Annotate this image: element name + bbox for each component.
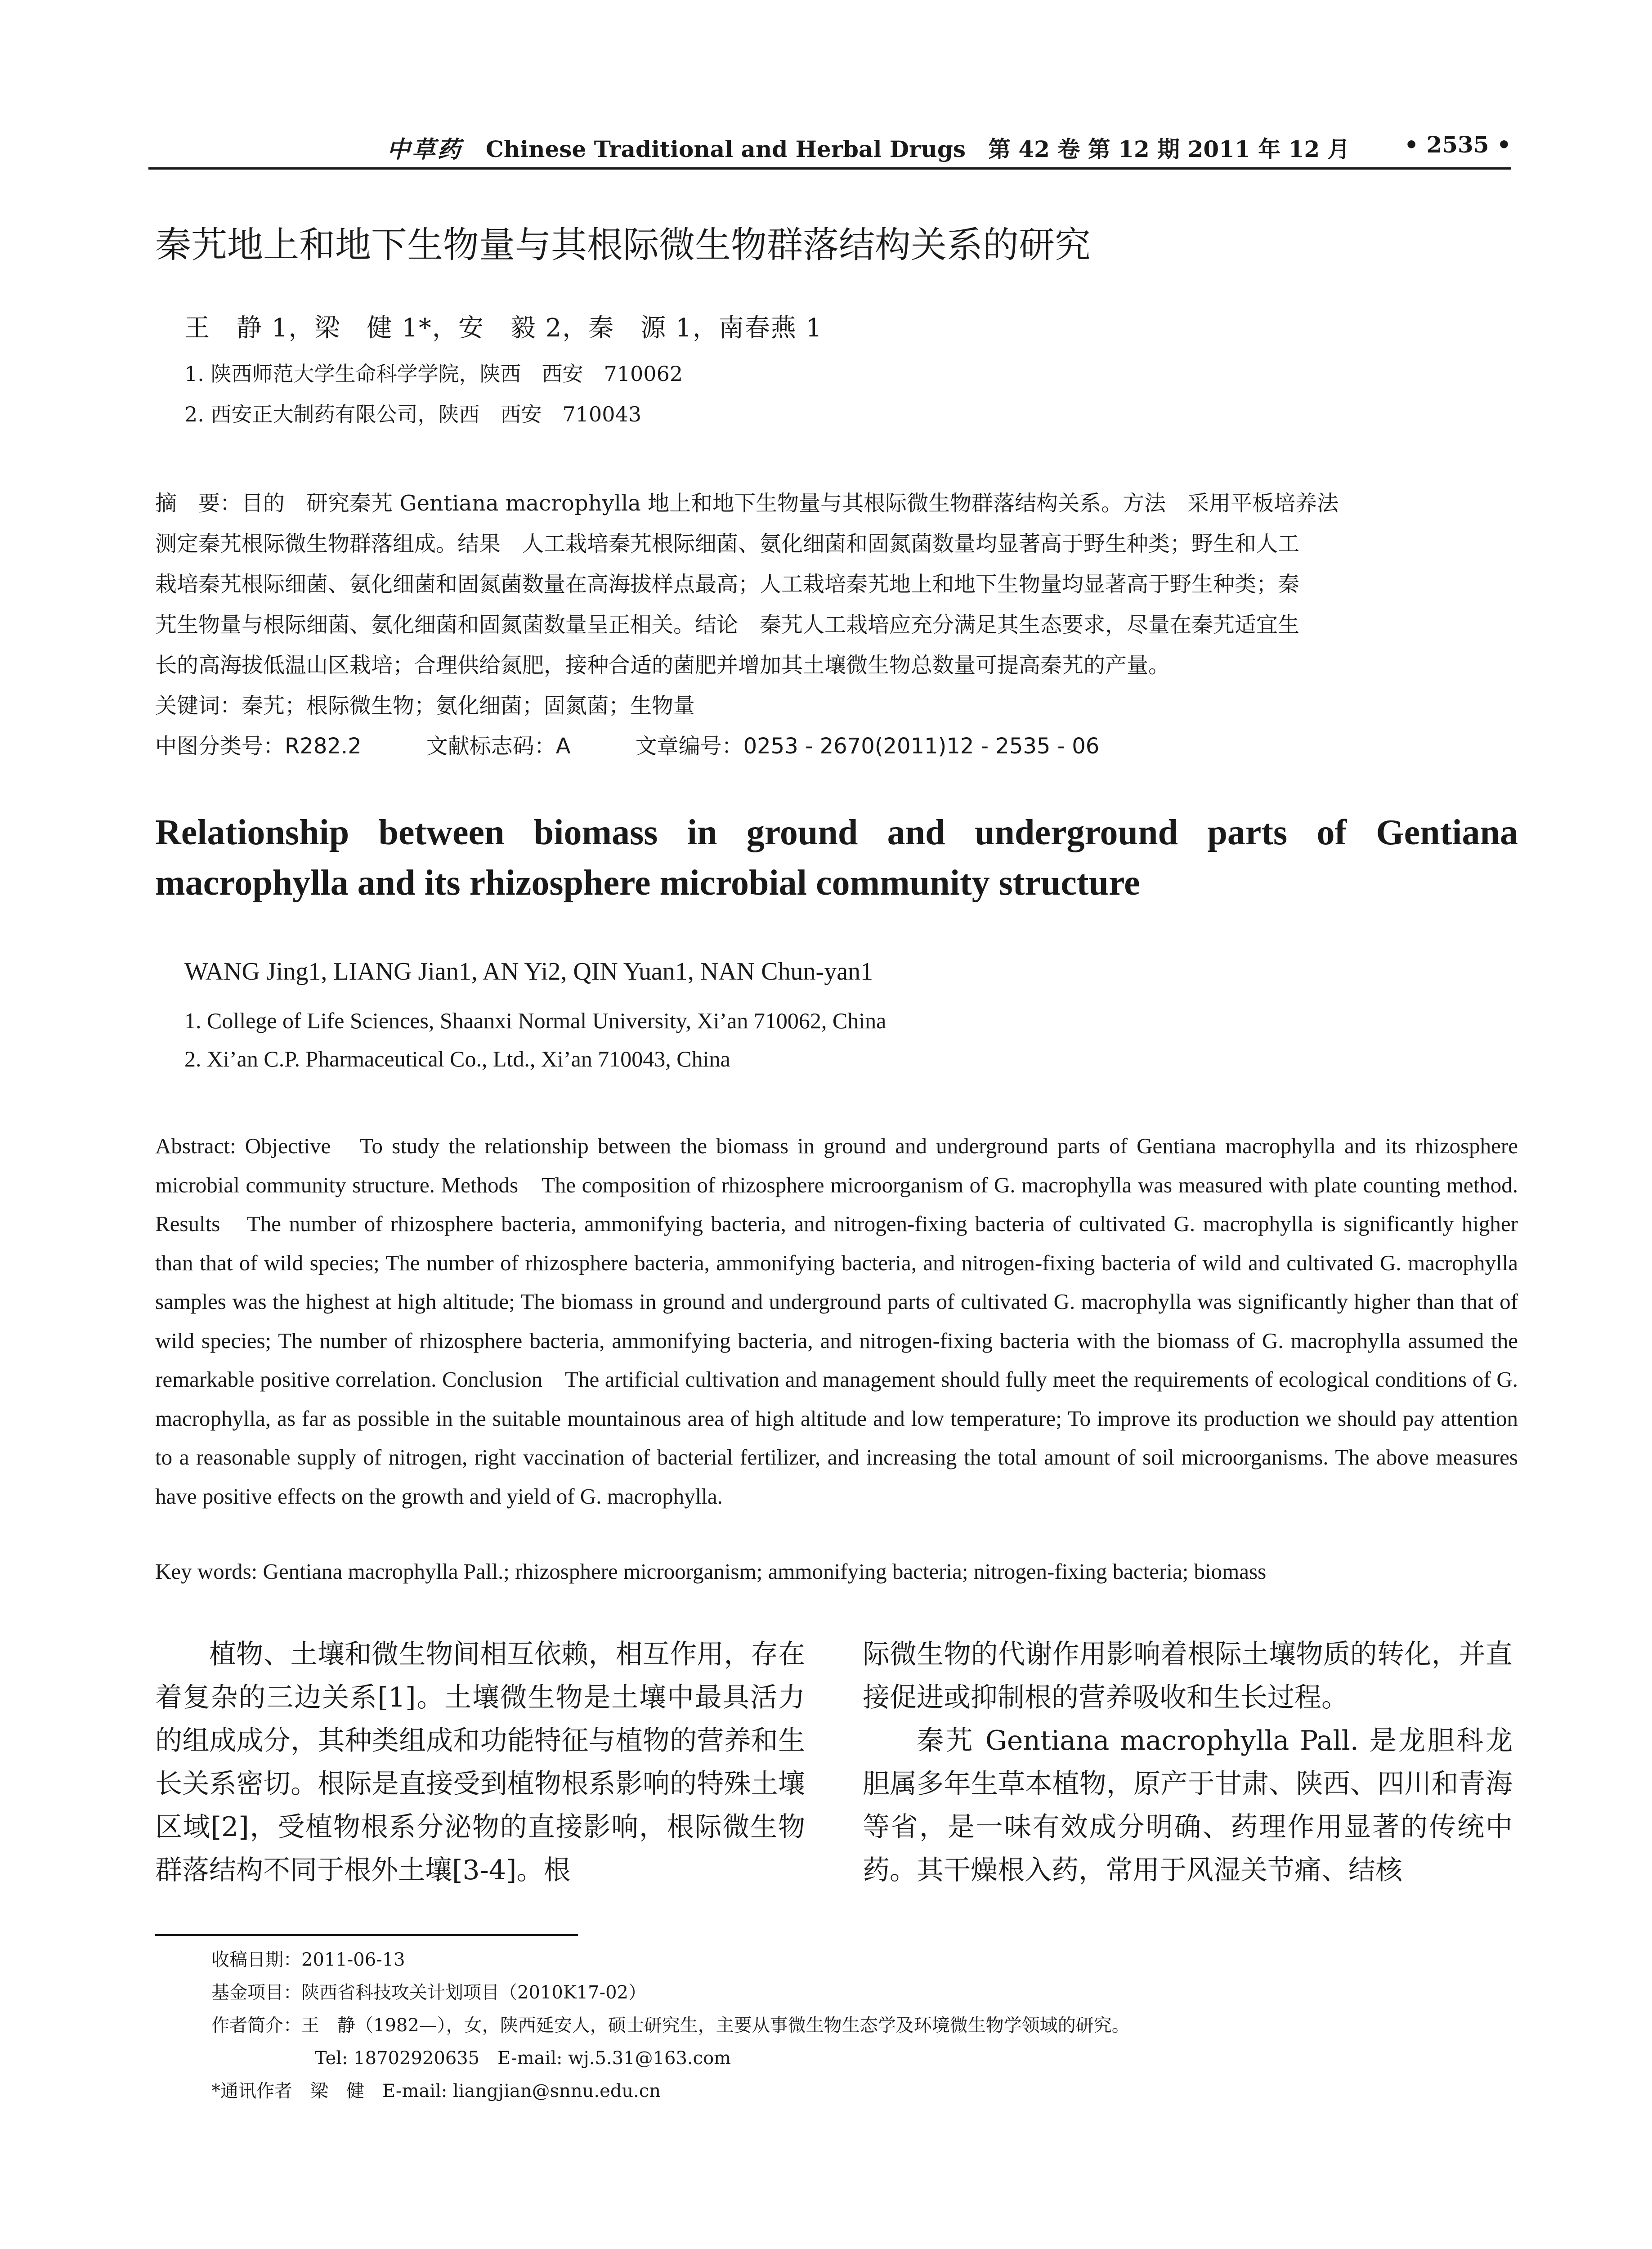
body-paragraph: 植物、土壤和微生物间相互依赖，相互作用，存在着复杂的三边关系[1]。土壤微生物是土壤中最具活力的组成成分，其种类组成和功能特征与植物的营养和生长关系密切。根际是直接受到植物根系影响的特殊土壤区域[2]，受植物根系分泌物的直接影响，根际微生物群落结构不同于根外土壤[3-4]。根 xyxy=(155,1639,805,1886)
en-authors: WANG Jing1, LIANG Jian1, AN Yi2, QIN Yuan1, NAN Chun-yan1 xyxy=(184,958,873,986)
footnote-corresponding: *通讯作者 梁 健 E-mail: liangjian@snnu.edu.cn xyxy=(211,2081,661,2101)
cn-affiliation-1: 1. 陕西师范大学生命科学学院，陕西 西安 710062 xyxy=(184,362,683,386)
cn-abstract-line: 栽培秦艽根际细菌、氨化细菌和固氮菌数量在高海拔样点最高；人工栽培秦艽地上和地下生物量均显著高于野生种类；秦 xyxy=(155,572,1300,597)
journal-logo: 中草药 xyxy=(387,136,463,163)
body-paragraph: 际微生物的代谢作用影响着根际土壤物质的转化，并直接促进或抑制根的营养吸收和生长过程。 xyxy=(863,1639,1513,1713)
cn-abstract-line: 摘 要：目的 研究秦艽 Gentiana macrophylla 地上和地下生物量与其根际微生物群落结构关系。方法 采用平板培养法 xyxy=(155,491,1339,516)
header-rule xyxy=(148,167,1511,170)
en-title: Relationship between biomass in ground and underground parts of Gentiana macrophylla and its rhizosphere microbial community structure xyxy=(155,813,1518,903)
body-paragraph: 秦艽 Gentiana macrophylla Pall. 是龙胆科龙胆属多年生草本植物，原产于甘肃、陕西、四川和青海等省，是一味有效成分明确、药理作用显著的传统中药。其干燥根入药，常用于风湿关节痛、结核 xyxy=(863,1725,1513,1886)
cn-abstract-line: 测定秦艽根际微生物群落组成。结果 人工栽培秦艽根际细菌、氨化细菌和固氮菌数量均显著高于野生种类；野生和人工 xyxy=(155,531,1300,556)
footnote-funding: 基金项目：陕西省科技攻关计划项目（2010K17-02） xyxy=(211,1982,646,2003)
cn-abstract-line: 艽生物量与根际细菌、氨化细菌和固氮菌数量呈正相关。结论 秦艽人工栽培应充分满足其生态要求，尽量在秦艽适宜生 xyxy=(155,612,1300,637)
cn-keywords: 关键词：秦艽；根际微生物；氨化细菌；固氮菌；生物量 xyxy=(155,693,695,718)
cn-title: 秦艽地上和地下生物量与其根际微生物群落结构关系的研究 xyxy=(155,224,1091,266)
en-keywords: Key words: Gentiana macrophylla Pall.; rhizosphere microorganism; ammonifying bacteria; nitrogen-fixing bacteria; biomass xyxy=(155,1559,1267,1584)
footnote-contact: Tel: 18702920635 E-mail: wj.5.31@163.com xyxy=(315,2048,731,2069)
footnote-author-bio: 作者简介：王 静（1982—），女，陕西延安人，硕士研究生，主要从事微生物生态学及环境微生物学领域的研究。 xyxy=(211,2015,1130,2036)
cn-affiliation-2: 2. 西安正大制药有限公司，陕西 西安 710043 xyxy=(184,402,642,426)
journal-info: Chinese Traditional and Herbal Drugs 第 42 卷 第 12 期 2011 年 12 月 xyxy=(486,136,1350,162)
en-affiliation-1: 1. College of Life Sciences, Shaanxi Normal University, Xi’an 710062, China xyxy=(184,1008,886,1033)
body-column-right xyxy=(863,1633,1513,1892)
body-column-left xyxy=(155,1633,805,1892)
cn-classification: 中图分类号：R282.2 文献标志码：A 文章编号：0253 - 2670(2011)12 - 2535 - 06 xyxy=(155,734,1100,759)
cn-abstract-line: 长的高海拔低温山区栽培；合理供给氮肥，接种合适的菌肥并增加其土壤微生物总数量可提高秦艽的产量。 xyxy=(155,653,1170,678)
footnote-received: 收稿日期：2011-06-13 xyxy=(211,1949,405,1970)
running-header xyxy=(148,130,1511,166)
page-number: • 2535 • xyxy=(1404,131,1511,158)
footnote-rule xyxy=(155,1934,578,1936)
en-affiliation-2: 2. Xi’an C.P. Pharmaceutical Co., Ltd., Xi’an 710043, China xyxy=(184,1046,730,1071)
cn-authors: 王 静 1，梁 健 1*，安 毅 2，秦 源 1，南春燕 1 xyxy=(184,314,823,343)
en-abstract: Abstract: Objective To study the relationship between the biomass in ground and underground parts of Gentiana macrophylla and its rhizosphere microbial community structure. Methods The composition of rhizosphere microorganism of G. macrophylla was measured with plate counting method. Results The number of rhizosphere bacteria, ammonifying bacteria, and nitrogen-fixing bacteria of cultivated G. macrophylla is significantly higher than that of wild species; The number of rhizosphere bacteria, ammonifying bacteria, and nitrogen-fixing bacteria of wild and cultivated G. macrophylla samples was the highest at high altitude; The biomass in ground and underground parts of cultivated G. macrophylla was significantly higher than that of wild species; The number of rhizosphere bacteria, ammonifying bacteria, and nitrogen-fixing bacteria with the biomass of G. macrophylla assumed the remarkable positive correlation. Conclusion The artificial cultivation and management should fully meet the requirements of ecological conditions of G. macrophylla, as far as possible in the suitable mountainous area of high altitude and low temperature; To improve its production we should pay attention to a reasonable supply of nitrogen, right vaccination of bacterial fertilizer, and increasing the total amount of soil microorganisms. The above measures have positive effects on the growth and yield of G. macrophylla. xyxy=(155,1133,1518,1509)
